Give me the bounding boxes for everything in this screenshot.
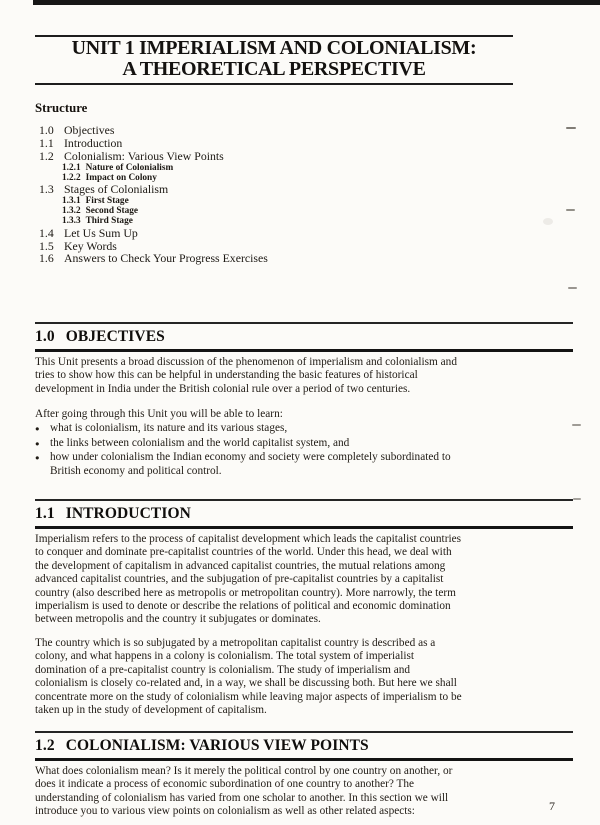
toc-label: Stages of Colonialism bbox=[64, 182, 169, 197]
toc-number: 1.3.3 bbox=[62, 216, 81, 227]
toc-label: Second Stage bbox=[85, 206, 139, 217]
objectives-paragraph: This Unit presents a broad discussion of the phenomenon of imperialism and colonialism and tries to show how this can be helpful in understanding the basic features of historical development in India under the British colonial rule over a period of two centuries. bbox=[35, 356, 457, 395]
toc-item bbox=[39, 150, 465, 163]
toc-number: 1.3.1 bbox=[62, 196, 81, 207]
bullet-item bbox=[35, 422, 467, 436]
toc-label: Objectives bbox=[64, 123, 115, 137]
unit-title-block bbox=[35, 35, 513, 85]
unit-title-line2: A THEORETICAL PERSPECTIVE bbox=[122, 58, 426, 80]
toc-item bbox=[39, 227, 465, 240]
bullet-item bbox=[35, 451, 467, 479]
toc-label: First Stage bbox=[85, 196, 129, 207]
toc-label: Answers to Check Your Progress Exercises bbox=[64, 251, 268, 266]
section-heading-objectives bbox=[35, 322, 573, 352]
toc-label: Colonialism: Various View Points bbox=[64, 148, 224, 163]
toc-number: 1.3 bbox=[39, 182, 54, 197]
toc-number: 1.5 bbox=[39, 238, 54, 253]
structure-heading: Structure bbox=[35, 101, 88, 115]
toc-label: Let Us Sum Up bbox=[64, 225, 138, 240]
scan-artifact bbox=[573, 498, 581, 500]
toc-label: Third Stage bbox=[85, 216, 133, 227]
section-number: 1.2 bbox=[35, 737, 55, 754]
structure-section bbox=[35, 101, 465, 265]
toc-number: 1.1 bbox=[39, 135, 54, 150]
scan-artifact bbox=[568, 287, 577, 289]
toc-number: 1.2.1 bbox=[62, 162, 81, 173]
toc-number: 1.3.2 bbox=[62, 206, 81, 217]
toc-label: Introduction bbox=[64, 135, 123, 150]
section-heading-text bbox=[35, 328, 573, 346]
toc-number: 1.2.2 bbox=[62, 172, 81, 183]
scan-artifact bbox=[572, 424, 581, 426]
bullet-text: the links between colonialism and the world capitalist system, and bbox=[50, 436, 350, 449]
toc-item bbox=[39, 137, 465, 150]
toc-number: 1.4 bbox=[39, 225, 54, 240]
section-number: 1.0 bbox=[35, 328, 55, 345]
objectives-lead-in: After going through this Unit you will be able to learn: bbox=[35, 408, 283, 420]
bullet-text: how under colonialism the Indian economy and society were completely subordinated to British economy and political control. bbox=[50, 451, 451, 477]
toc-number: 1.0 bbox=[39, 123, 54, 137]
top-scan-bar bbox=[33, 0, 600, 5]
objectives-bullet-list bbox=[35, 422, 467, 479]
toc-number: 1.2 bbox=[39, 148, 54, 163]
section-title: INTRODUCTION bbox=[65, 505, 191, 522]
bullet-icon: ● bbox=[35, 438, 40, 448]
scan-smudge bbox=[543, 218, 553, 225]
toc-label: Key Words bbox=[64, 238, 117, 253]
section-number: 1.1 bbox=[35, 505, 55, 522]
section-heading-text bbox=[35, 737, 573, 755]
toc-item bbox=[39, 252, 465, 265]
viewpoints-paragraph: What does colonialism mean? Is it merely the political control by one country on another, or does it indicate a process of economic subordination of one country to another? The understanding of colonialism has varied from one scholar to another. In this section we will introduce you to various view points on colonialism as well as other related aspects: bbox=[35, 765, 453, 818]
bullet-text: what is colonialism, its nature and its various stages, bbox=[50, 422, 288, 434]
section-heading-text bbox=[35, 505, 573, 523]
section-title: COLONIALISM: VARIOUS VIEW POINTS bbox=[65, 737, 369, 754]
toc-item bbox=[39, 124, 465, 137]
introduction-paragraph-1: Imperialism refers to the process of capitalist development which leads the capitalist countries to conquer and dominate pre-capitalist countries of the world. Under this head, we deal with the development of capitalism in advanced capitalist countries, the mutual relations among advanced capitalist countries, and the subjugation of pre-capitalist countries by a capitalist country (also described here as metropolis or metropolitan country). More narrowly, the term imperialism is used to denote or describe the relations of political and economic domination between metropolis and the country it subjugates or dominates. bbox=[35, 533, 462, 626]
toc-label: Nature of Colonialism bbox=[85, 162, 174, 173]
scan-artifact bbox=[566, 127, 576, 129]
toc-subitem bbox=[62, 206, 465, 216]
table-of-contents bbox=[35, 124, 465, 265]
toc-item bbox=[39, 183, 465, 196]
unit-title-line1: UNIT 1 IMPERIALISM AND COLONIALISM: bbox=[71, 37, 477, 59]
page-number: 7 bbox=[549, 799, 555, 813]
bullet-icon: ● bbox=[35, 453, 40, 462]
toc-subitem bbox=[62, 196, 465, 206]
bullet-item bbox=[35, 437, 467, 451]
section-heading-introduction bbox=[35, 499, 573, 529]
section-heading-viewpoints bbox=[35, 731, 573, 761]
toc-subitem bbox=[62, 163, 465, 173]
toc-number: 1.6 bbox=[39, 251, 54, 266]
introduction-paragraph-2: The country which is so subjugated by a metropolitan capitalist country is described as a colony, and what happens in a colony is colonialism. The total system of imperialist domination of a pre-capitalist country is colonialism. The study of imperialism and colonialism is closely co-related and, in a way, we shall be discussing both. But here we shall concentrate more on the study of colonialism while leaving major aspects of imperialism to be taken up in the study of development of capitalism. bbox=[35, 637, 462, 717]
section-title: OBJECTIVES bbox=[65, 328, 165, 345]
bullet-icon: ● bbox=[35, 424, 40, 433]
scan-artifact bbox=[566, 209, 575, 211]
toc-label: Impact on Colony bbox=[85, 172, 157, 183]
